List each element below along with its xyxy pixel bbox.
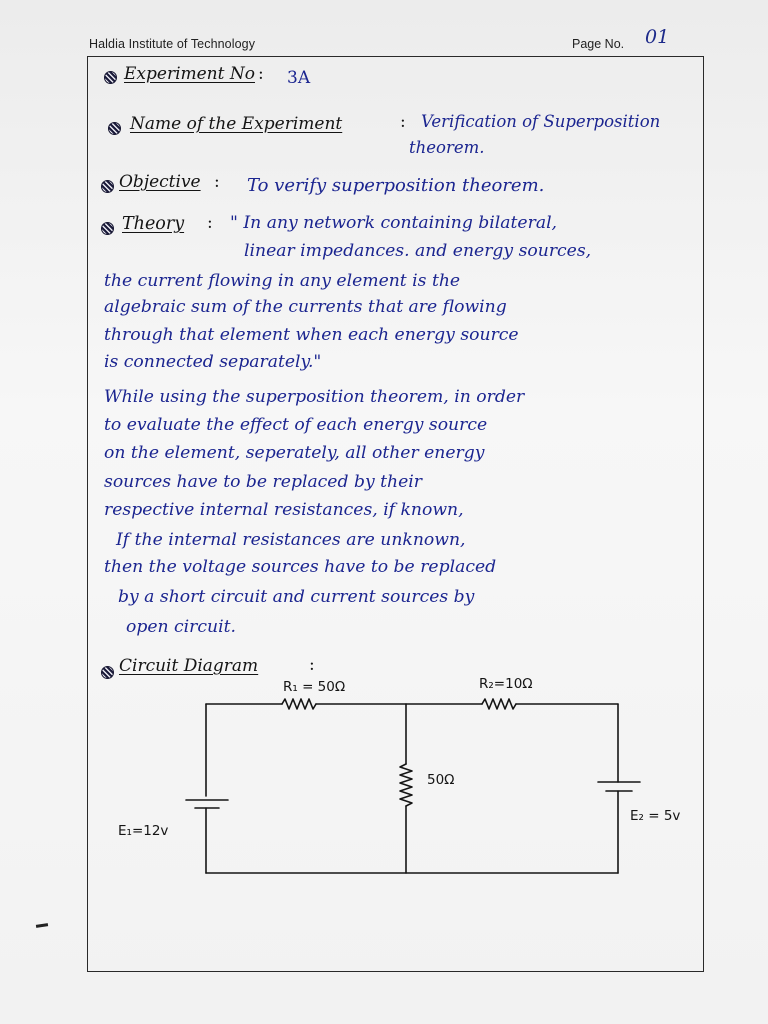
objective-label: Objective: [119, 172, 201, 192]
theory-line: sources have to be replaced by their: [104, 472, 422, 492]
experiment-name-line1: Verification of Superposition: [421, 112, 661, 131]
colon: :: [258, 64, 264, 84]
resistor-r2-icon: [482, 699, 516, 709]
page-number-value: 01: [645, 26, 670, 48]
institute-name: Haldia Institute of Technology: [89, 37, 256, 51]
theory-line: If the internal resistances are unknown,: [116, 530, 466, 550]
colon: :: [214, 172, 220, 192]
resistor-mid-icon: [400, 764, 412, 806]
page-number-label: Page No.: [572, 37, 625, 51]
objective-value: To verify superposition theorem.: [247, 175, 545, 196]
theory-line: is connected separately.": [104, 352, 322, 372]
colon: :: [400, 112, 406, 132]
colon: :: [207, 213, 213, 233]
theory-line: respective internal resistances, if known,: [104, 500, 464, 520]
theory-line: algebraic sum of the currents that are flowing: [104, 297, 507, 317]
colon: :: [309, 655, 315, 675]
r-mid-label: 50Ω: [427, 772, 455, 788]
theory-line: the current flowing in any element is the: [104, 271, 461, 291]
theory-first-line: " In any network containing bilateral,: [230, 213, 558, 233]
e1-label: E₁=12v: [118, 823, 169, 839]
experiment-name-line2: theorem.: [409, 138, 485, 157]
circuit-diagram-label: Circuit Diagram: [119, 656, 259, 676]
experiment-name-label: Name of the Experiment: [130, 114, 343, 134]
theory-line: by a short circuit and current sources by: [118, 587, 475, 607]
theory-line: open circuit.: [126, 617, 236, 637]
r2-label: R₂=10Ω: [479, 676, 533, 692]
theory-line: on the element, seperately, all other energy: [104, 443, 485, 463]
theory-line: then the voltage sources have to be replaced: [104, 557, 497, 577]
theory-line: linear impedances. and energy sources,: [244, 241, 592, 261]
experiment-no-label: Experiment No: [124, 64, 255, 84]
resistor-r1-icon: [282, 699, 316, 709]
e2-label: E₂ = 5v: [630, 808, 681, 824]
theory-line: to evaluate the effect of each energy source: [104, 415, 488, 435]
theory-line: While using the superposition theorem, in order: [104, 387, 525, 407]
theory-label: Theory: [122, 214, 185, 234]
r1-label: R₁ = 50Ω: [283, 679, 346, 695]
experiment-no-value: 3A: [287, 68, 311, 88]
theory-line: through that element when each energy source: [104, 325, 519, 345]
